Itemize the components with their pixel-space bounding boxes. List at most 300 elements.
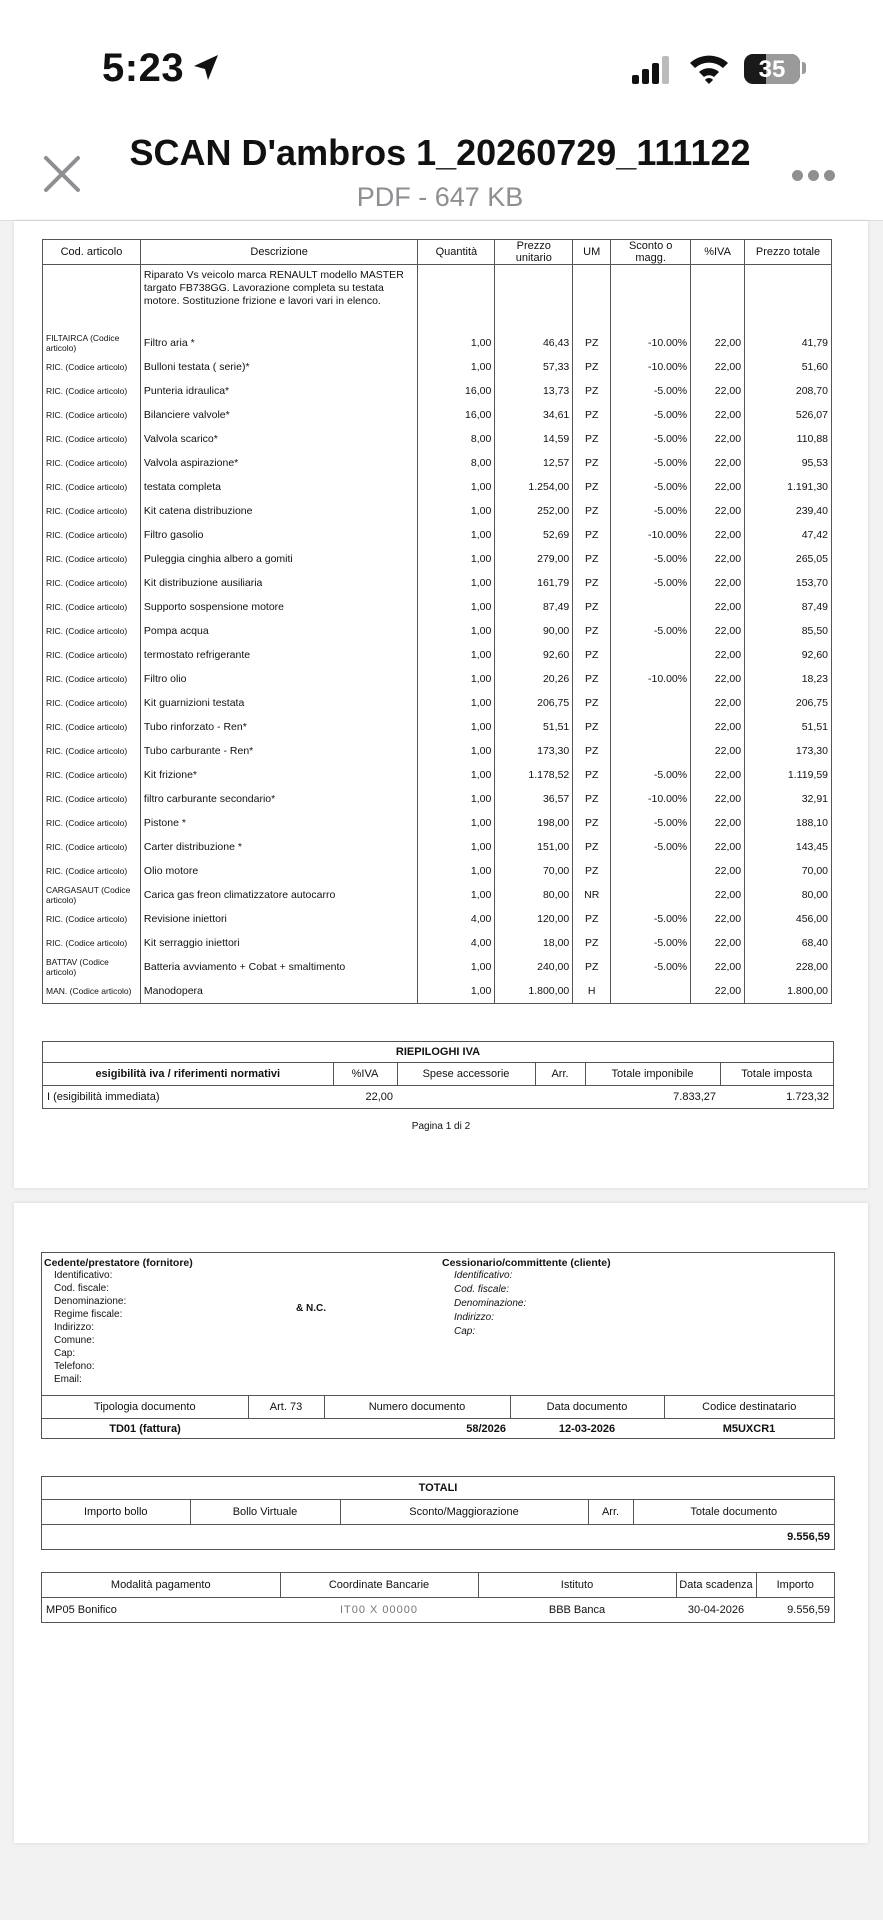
cell-price: 240,00: [495, 955, 573, 979]
cell-code: RIC. (Codice articolo): [43, 547, 141, 571]
col-modalita: Modalità pagamento: [42, 1573, 280, 1598]
cell-qty: 1,00: [418, 643, 495, 667]
close-icon[interactable]: [38, 150, 86, 198]
cell-iva: 22,00: [691, 787, 745, 811]
col-spese: Spese accessorie: [397, 1063, 535, 1086]
cessionario-line: Cod. fiscale:: [454, 1284, 510, 1295]
cell-qty: 4,00: [418, 931, 495, 955]
cell-desc: termostato refrigerante: [140, 643, 418, 667]
cell-disc: -5.00%: [611, 451, 691, 475]
cell-qty: 1,00: [418, 547, 495, 571]
cell-desc: Kit serraggio iniettori: [140, 931, 418, 955]
cell-desc: filtro carburante secondario*: [140, 787, 418, 811]
cell-iva: 22,00: [691, 379, 745, 403]
table-row: [43, 547, 832, 571]
cell-desc: Valvola aspirazione*: [140, 451, 418, 475]
cell-um: PZ: [573, 355, 611, 379]
cell-desc: Pistone *: [140, 811, 418, 835]
cell-desc: Tubo carburante - Ren*: [140, 739, 418, 763]
cell-iva: 22,00: [691, 451, 745, 475]
col-imposta: Totale imposta: [720, 1063, 833, 1086]
codice-value: M5UXCR1: [664, 1419, 834, 1440]
cell-um: PZ: [573, 955, 611, 979]
importo-value: 9.556,59: [787, 1604, 830, 1616]
cell-um: NR: [573, 883, 611, 907]
cell-qty: 1,00: [418, 811, 495, 835]
iva-value: 22,00: [365, 1091, 393, 1103]
cell-um: PZ: [573, 667, 611, 691]
cell-code: RIC. (Codice articolo): [43, 403, 141, 427]
cell-iva: 22,00: [691, 547, 745, 571]
cell-qty: 1,00: [418, 499, 495, 523]
cell-iva: 22,00: [691, 403, 745, 427]
cell-total: 143,45: [745, 835, 832, 859]
cell-disc: -5.00%: [611, 499, 691, 523]
cell-price: 13,73: [495, 379, 573, 403]
cell-total: 18,23: [745, 667, 832, 691]
riepiloghi-title: RIEPILOGHI IVA: [43, 1042, 833, 1063]
cell-code: RIC. (Codice articolo): [43, 835, 141, 859]
cell-iva: 22,00: [691, 811, 745, 835]
cell-disc: -10.00%: [611, 667, 691, 691]
cell-desc: Revisione iniettori: [140, 907, 418, 931]
cell-qty: 16,00: [418, 379, 495, 403]
cell-desc: Carter distribuzione *: [140, 835, 418, 859]
cell-um: PZ: [573, 571, 611, 595]
cell-desc: Tubo rinforzato - Ren*: [140, 715, 418, 739]
cell-code: RIC. (Codice articolo): [43, 691, 141, 715]
cell-total: 95,53: [745, 451, 832, 475]
cell-disc: -5.00%: [611, 955, 691, 979]
column-header: UM: [573, 240, 611, 265]
cell-qty: 1,00: [418, 331, 495, 355]
table-row: [43, 859, 832, 883]
cell-total: 1.191,30: [745, 475, 832, 499]
cell-um: PZ: [573, 643, 611, 667]
col-arr: Arr.: [535, 1063, 585, 1086]
table-row: [43, 787, 832, 811]
cell-qty: 1,00: [418, 595, 495, 619]
cell-um: PZ: [573, 427, 611, 451]
cell-iva: 22,00: [691, 691, 745, 715]
esigibilita-value: I (esigibilità immediata): [47, 1091, 160, 1103]
cell-qty: 1,00: [418, 739, 495, 763]
cell-disc: -5.00%: [611, 907, 691, 931]
cessionario-label: Cessionario/committente (cliente): [442, 1257, 611, 1269]
column-header: Prezzo totale: [745, 240, 832, 265]
document-meta: PDF - 647 KB: [356, 182, 524, 212]
cell-code: CARGASAUT (Codice articolo): [43, 883, 141, 907]
table-row: [43, 355, 832, 379]
cell-um: PZ: [573, 907, 611, 931]
cell-total: 41,79: [745, 331, 832, 355]
column-header: Cod. articolo: [43, 240, 141, 265]
cell-desc: Kit distribuzione ausiliaria: [140, 571, 418, 595]
cell-total: 456,00: [745, 907, 832, 931]
cell-desc: Puleggia cinghia albero a gomiti: [140, 547, 418, 571]
cell-disc: -5.00%: [611, 403, 691, 427]
cell-price: 34,61: [495, 403, 573, 427]
location-arrow-icon: [190, 52, 222, 84]
column-header: Descrizione: [140, 240, 418, 265]
table-row: [43, 523, 832, 547]
col-codice: Codice destinatario: [664, 1396, 834, 1419]
cell-iva: 22,00: [691, 619, 745, 643]
document-header: [0, 120, 883, 221]
scadenza-value: 30-04-2026: [687, 1604, 745, 1616]
cell-price: 20,26: [495, 667, 573, 691]
cell-disc: [611, 715, 691, 739]
cell-um: PZ: [573, 619, 611, 643]
cell-disc: [611, 595, 691, 619]
intro-description: Riparato Vs veicolo marca RENAULT modello MASTER targato FB738GG. Lavorazione completa su testata motore. Sostituzione frizione e lavori vari in elenco.: [140, 265, 418, 332]
cell-desc: Carica gas freon climatizzatore autocarro: [140, 883, 418, 907]
cell-disc: -10.00%: [611, 331, 691, 355]
modalita-value: MP05 Bonifico: [46, 1604, 117, 1616]
table-row: [43, 979, 832, 1004]
imposta-value: 1.723,32: [786, 1091, 829, 1103]
company-suffix: & N.C.: [296, 1303, 326, 1314]
cedente-line: Denominazione:: [54, 1296, 127, 1307]
cessionario-section: [442, 1257, 822, 1339]
cell-code: RIC. (Codice articolo): [43, 451, 141, 475]
cell-price: 161,79: [495, 571, 573, 595]
cell-iva: 22,00: [691, 355, 745, 379]
cell-disc: -5.00%: [611, 835, 691, 859]
col-bollo-virtuale: Bollo Virtuale: [190, 1500, 340, 1525]
cell-um: PZ: [573, 523, 611, 547]
pagamento-box: [41, 1572, 835, 1623]
cell-um: PZ: [573, 547, 611, 571]
cell-um: H: [573, 979, 611, 1004]
cell-price: 173,30: [495, 739, 573, 763]
cell-iva: 22,00: [691, 331, 745, 355]
cell-total: 32,91: [745, 787, 832, 811]
cell-qty: 1,00: [418, 619, 495, 643]
cell-code: RIC. (Codice articolo): [43, 739, 141, 763]
cell-disc: -5.00%: [611, 475, 691, 499]
cell-disc: [611, 883, 691, 907]
cell-price: 206,75: [495, 691, 573, 715]
cell-code: RIC. (Codice articolo): [43, 427, 141, 451]
cell-disc: [611, 691, 691, 715]
cell-iva: 22,00: [691, 763, 745, 787]
cell-price: 18,00: [495, 931, 573, 955]
col-importo: Importo: [756, 1573, 834, 1598]
col-data: Data documento: [510, 1396, 664, 1419]
col-coordinate: Coordinate Bancarie: [280, 1573, 478, 1598]
totali-box: [41, 1476, 835, 1550]
cell-total: 51,60: [745, 355, 832, 379]
cessionario-line: Indirizzo:: [454, 1312, 495, 1323]
table-row: [43, 331, 832, 355]
cell-price: 151,00: [495, 835, 573, 859]
wifi-icon: [688, 52, 730, 84]
cell-disc: -5.00%: [611, 763, 691, 787]
cell-disc: [611, 739, 691, 763]
cell-code: FILTAIRCA (Codice articolo): [43, 331, 141, 355]
numero-value: 58/2026: [324, 1419, 510, 1440]
cell-disc: -5.00%: [611, 619, 691, 643]
cell-disc: -5.00%: [611, 547, 691, 571]
cell-disc: [611, 859, 691, 883]
col-art73: Art. 73: [248, 1396, 324, 1419]
cell-qty: 1,00: [418, 715, 495, 739]
cell-desc: Batteria avviamento + Cobat + smaltimento: [140, 955, 418, 979]
cell-total: 80,00: [745, 883, 832, 907]
pdf-page-2[interactable]: [14, 1203, 868, 1843]
table-row: [43, 451, 832, 475]
cell-disc: -5.00%: [611, 931, 691, 955]
cell-iva: 22,00: [691, 931, 745, 955]
cell-code: RIC. (Codice articolo): [43, 715, 141, 739]
col-scadenza: Data scadenza: [676, 1573, 756, 1598]
table-row: [43, 811, 832, 835]
cell-um: PZ: [573, 739, 611, 763]
cell-disc: -5.00%: [611, 811, 691, 835]
cell-um: PZ: [573, 859, 611, 883]
cedente-line: Indirizzo:: [54, 1322, 95, 1333]
cedente-line: Email:: [54, 1374, 82, 1385]
cell-desc: Kit guarnizioni testata: [140, 691, 418, 715]
imponibile-value: 7.833,27: [673, 1091, 716, 1103]
cell-total: 1.800,00: [745, 979, 832, 1004]
document-title: SCAN D'ambros 1_20260729_111122: [129, 132, 751, 173]
cell-iva: 22,00: [691, 427, 745, 451]
cell-iva: 22,00: [691, 835, 745, 859]
cell-um: PZ: [573, 787, 611, 811]
cell-desc: Bilanciere valvole*: [140, 403, 418, 427]
cell-price: 1.800,00: [495, 979, 573, 1004]
cell-iva: 22,00: [691, 667, 745, 691]
clock: 5:23: [102, 46, 185, 90]
cell-total: 110,88: [745, 427, 832, 451]
table-row: [43, 667, 832, 691]
cell-um: PZ: [573, 931, 611, 955]
cell-price: 120,00: [495, 907, 573, 931]
col-tipologia: Tipologia documento: [42, 1396, 248, 1419]
table-row: [43, 955, 832, 979]
cell-um: PZ: [573, 451, 611, 475]
riepiloghi-iva: [42, 1041, 834, 1109]
cell-price: 57,33: [495, 355, 573, 379]
totale-documento-value: 9.556,59: [787, 1531, 830, 1543]
cessionario-line: Denominazione:: [454, 1298, 527, 1309]
table-row: [43, 691, 832, 715]
cell-price: 87,49: [495, 595, 573, 619]
table-header-row: [43, 240, 832, 265]
table-row: [43, 571, 832, 595]
cell-qty: 1,00: [418, 835, 495, 859]
table-row: [43, 619, 832, 643]
cell-code: RIC. (Codice articolo): [43, 907, 141, 931]
more-options-icon[interactable]: [792, 164, 842, 188]
cell-disc: -5.00%: [611, 379, 691, 403]
table-row: [43, 475, 832, 499]
cell-total: 47,42: [745, 523, 832, 547]
cell-code: RIC. (Codice articolo): [43, 667, 141, 691]
cessionario-line: Identificativo:: [454, 1270, 513, 1281]
cedente-line: Telefono:: [54, 1361, 95, 1372]
battery-icon: 35: [744, 54, 800, 84]
cell-code: RIC. (Codice articolo): [43, 379, 141, 403]
cell-qty: 4,00: [418, 907, 495, 931]
cell-code: RIC. (Codice articolo): [43, 811, 141, 835]
cell-iva: 22,00: [691, 715, 745, 739]
cell-disc: -10.00%: [611, 355, 691, 379]
cell-code: RIC. (Codice articolo): [43, 859, 141, 883]
page-number: Pagina 1 di 2: [411, 1121, 471, 1132]
table-row: [43, 739, 832, 763]
invoice-items-table: [42, 239, 832, 1004]
col-imponibile: Totale imponibile: [585, 1063, 720, 1086]
col-istituto: Istituto: [478, 1573, 676, 1598]
table-row: [43, 931, 832, 955]
cell-qty: 8,00: [418, 427, 495, 451]
cell-total: 239,40: [745, 499, 832, 523]
data-value: 12-03-2026: [510, 1419, 664, 1440]
totali-title: TOTALI: [42, 1477, 834, 1500]
table-row: [43, 883, 832, 907]
cell-qty: 1,00: [418, 763, 495, 787]
cell-desc: Valvola scarico*: [140, 427, 418, 451]
cell-desc: Bulloni testata ( serie)*: [140, 355, 418, 379]
cell-iva: 22,00: [691, 595, 745, 619]
cell-total: 70,00: [745, 859, 832, 883]
cell-qty: 1,00: [418, 691, 495, 715]
cell-um: PZ: [573, 403, 611, 427]
cell-desc: Pompa acqua: [140, 619, 418, 643]
cell-um: PZ: [573, 595, 611, 619]
table-row: [43, 835, 832, 859]
cell-qty: 1,00: [418, 883, 495, 907]
col-importo-bollo: Importo bollo: [42, 1500, 190, 1525]
cell-price: 14,59: [495, 427, 573, 451]
cell-iva: 22,00: [691, 643, 745, 667]
cell-qty: 1,00: [418, 475, 495, 499]
column-header: %IVA: [691, 240, 745, 265]
cell-desc: testata completa: [140, 475, 418, 499]
cell-price: 279,00: [495, 547, 573, 571]
table-row: [43, 763, 832, 787]
cell-desc: Kit frizione*: [140, 763, 418, 787]
cell-qty: 1,00: [418, 571, 495, 595]
cell-um: PZ: [573, 715, 611, 739]
cell-price: 80,00: [495, 883, 573, 907]
cell-price: 198,00: [495, 811, 573, 835]
cell-price: 46,43: [495, 331, 573, 355]
cedente-line: Identificativo:: [54, 1270, 113, 1281]
table-row: [43, 379, 832, 403]
cell-code: RIC. (Codice articolo): [43, 499, 141, 523]
cell-desc: Filtro olio: [140, 667, 418, 691]
cell-price: 70,00: [495, 859, 573, 883]
table-row: [43, 427, 832, 451]
cell-desc: Manodopera: [140, 979, 418, 1004]
cell-iva: 22,00: [691, 475, 745, 499]
cell-price: 12,57: [495, 451, 573, 475]
cell-disc: -5.00%: [611, 427, 691, 451]
istituto-value: BBB Banca: [548, 1604, 606, 1616]
cell-total: 526,07: [745, 403, 832, 427]
cell-code: RIC. (Codice articolo): [43, 523, 141, 547]
cell-qty: 1,00: [418, 787, 495, 811]
table-row: [43, 643, 832, 667]
cell-um: PZ: [573, 331, 611, 355]
col-sconto: Sconto/Maggiorazione: [340, 1500, 588, 1525]
coordinate-value: IT00 X 00000: [339, 1604, 419, 1616]
cedente-section: [44, 1257, 424, 1386]
column-header: Sconto o magg.: [611, 240, 691, 265]
cedente-label: Cedente/prestatore (fornitore): [44, 1257, 193, 1269]
cell-iva: 22,00: [691, 979, 745, 1004]
cell-qty: 1,00: [418, 523, 495, 547]
table-row: [43, 907, 832, 931]
col-esigibilita: esigibilità iva / riferimenti normativi: [43, 1063, 333, 1086]
cell-total: 206,75: [745, 691, 832, 715]
cell-price: 52,69: [495, 523, 573, 547]
cell-code: RIC. (Codice articolo): [43, 643, 141, 667]
cell-code: RIC. (Codice articolo): [43, 355, 141, 379]
cell-um: PZ: [573, 499, 611, 523]
cell-desc: Filtro gasolio: [140, 523, 418, 547]
cell-total: 85,50: [745, 619, 832, 643]
cell-desc: Supporto sospensione motore: [140, 595, 418, 619]
col-arr: Arr.: [588, 1500, 633, 1525]
cell-total: 51,51: [745, 715, 832, 739]
cell-qty: 1,00: [418, 355, 495, 379]
cedente-line: Regime fiscale:: [54, 1309, 123, 1320]
pdf-page-1[interactable]: [14, 221, 868, 1188]
cell-iva: 22,00: [691, 571, 745, 595]
cell-desc: Filtro aria *: [140, 331, 418, 355]
cell-um: PZ: [573, 763, 611, 787]
cell-code: RIC. (Codice articolo): [43, 763, 141, 787]
cell-total: 265,05: [745, 547, 832, 571]
cell-disc: -5.00%: [611, 571, 691, 595]
cell-code: RIC. (Codice articolo): [43, 787, 141, 811]
table-row: [43, 499, 832, 523]
cessionario-line: Cap:: [454, 1326, 476, 1337]
cell-iva: 22,00: [691, 499, 745, 523]
cell-um: PZ: [573, 811, 611, 835]
cell-code: RIC. (Codice articolo): [43, 619, 141, 643]
cell-total: 228,00: [745, 955, 832, 979]
cell-qty: 1,00: [418, 667, 495, 691]
cell-desc: Punteria idraulica*: [140, 379, 418, 403]
cell-um: PZ: [573, 835, 611, 859]
cell-iva: 22,00: [691, 859, 745, 883]
table-row: [43, 595, 832, 619]
cell-disc: -10.00%: [611, 523, 691, 547]
cell-code: RIC. (Codice articolo): [43, 571, 141, 595]
cell-total: 188,10: [745, 811, 832, 835]
cell-total: 153,70: [745, 571, 832, 595]
cedente-line: Cod. fiscale:: [54, 1283, 110, 1294]
cell-iva: 22,00: [691, 883, 745, 907]
cell-iva: 22,00: [691, 907, 745, 931]
cell-desc: Olio motore: [140, 859, 418, 883]
cell-total: 208,70: [745, 379, 832, 403]
cell-disc: [611, 979, 691, 1004]
cell-disc: [611, 643, 691, 667]
document-info-table: [42, 1395, 834, 1439]
col-totale-documento: Totale documento: [633, 1500, 834, 1525]
cedente-line: Cap:: [54, 1348, 76, 1359]
cell-code: RIC. (Codice articolo): [43, 475, 141, 499]
cell-price: 36,57: [495, 787, 573, 811]
cell-code: RIC. (Codice articolo): [43, 931, 141, 955]
